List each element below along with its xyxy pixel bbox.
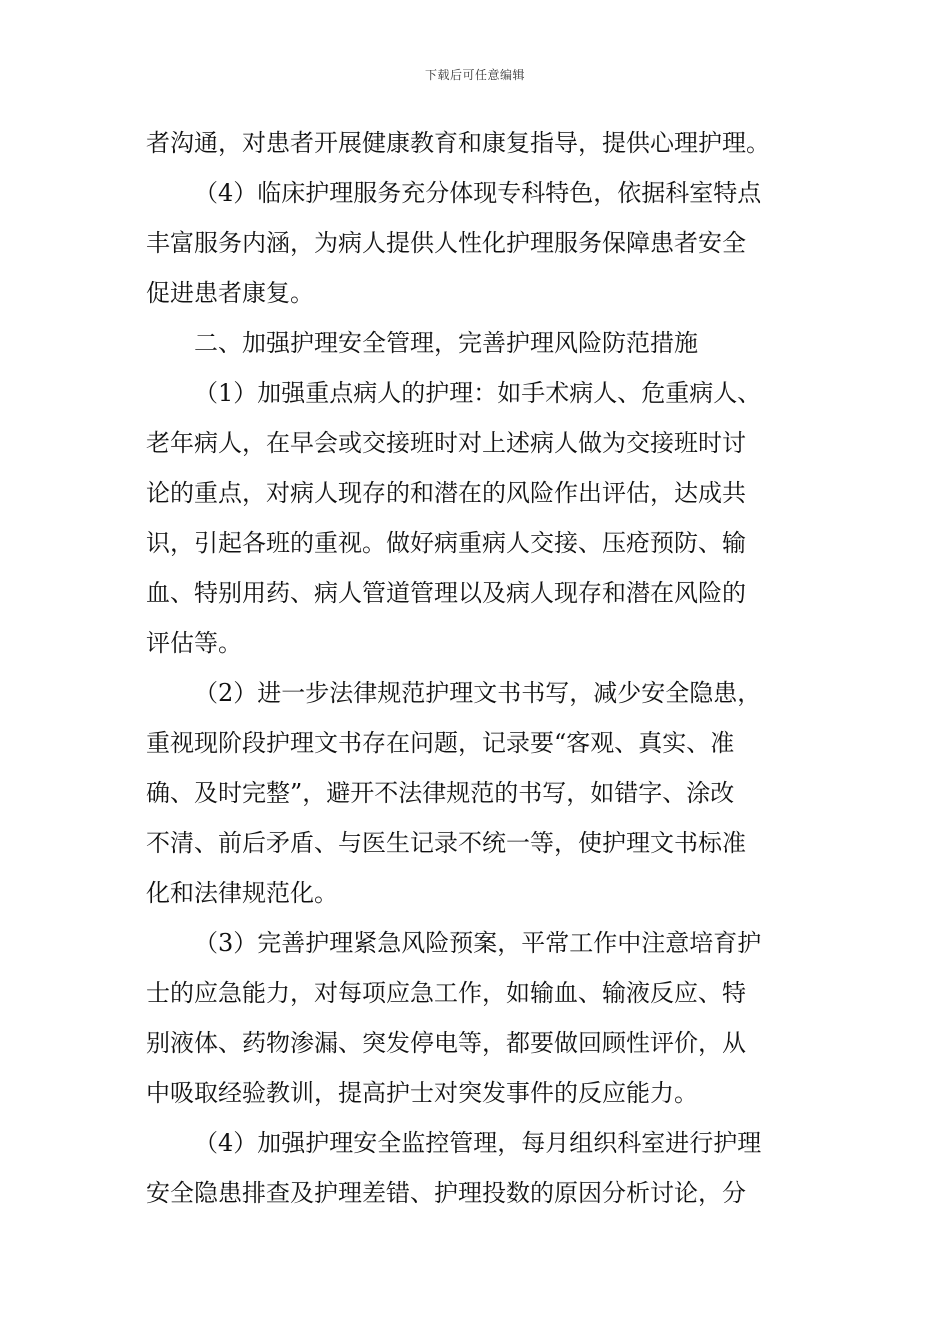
text-line: 不清、前后矛盾、与医生记录不统一等，使护理文书标准 xyxy=(146,829,746,857)
text-line: 别液体、药物渗漏、突发停电等，都要做回顾性评价，从 xyxy=(146,1029,746,1057)
text-line: 者沟通，对患者开展健康教育和康复指导，提供心理护理。 xyxy=(146,129,770,157)
text-line: 中吸取经验教训，提高护士对突发事件的反应能力。 xyxy=(146,1079,698,1107)
text-line: （1）加强重点病人的护理：如手术病人、危重病人、 xyxy=(194,379,762,407)
text-line: （4）加强护理安全监控管理，每月组织科室进行护理 xyxy=(194,1129,762,1157)
text-line: 丰富服务内涵，为病人提供人性化护理服务保障患者安全 xyxy=(146,229,746,257)
text-line: （2）进一步法律规范护理文书书写，减少安全隐患， xyxy=(194,679,762,707)
text-line: 评估等。 xyxy=(146,629,242,657)
section-heading: 二、加强护理安全管理，完善护理风险防范措施 xyxy=(194,329,698,357)
page-header: 下载后可任意编辑 xyxy=(424,68,525,82)
text-line: 重视现阶段护理文书存在问题，记录要“客观、真实、准 xyxy=(146,729,735,757)
text-line: 老年病人，在早会或交接班时对上述病人做为交接班时讨 xyxy=(146,429,746,457)
text-line: 促进患者康复。 xyxy=(146,279,314,307)
text-line: 确、及时完整”，避开不法律规范的书写，如错字、涂改 xyxy=(146,779,735,807)
text-line: （4）临床护理服务充分体现专科特色，依据科室特点 xyxy=(194,179,762,207)
text-line: 化和法律规范化。 xyxy=(146,879,338,907)
text-line: 士的应急能力，对每项应急工作，如输血、输液反应、特 xyxy=(146,979,746,1007)
text-line: 论的重点，对病人现存的和潜在的风险作出评估，达成共 xyxy=(146,479,746,507)
document-body xyxy=(146,118,806,1218)
text-line: 血、特别用药、病人管道管理以及病人现存和潜在风险的 xyxy=(146,579,746,607)
text-line: 识，引起各班的重视。做好病重病人交接、压疮预防、输 xyxy=(146,529,746,557)
text-line: （3）完善护理紧急风险预案，平常工作中注意培育护 xyxy=(194,929,762,957)
text-line: 安全隐患排查及护理差错、护理投数的原因分析讨论，分 xyxy=(146,1179,746,1207)
